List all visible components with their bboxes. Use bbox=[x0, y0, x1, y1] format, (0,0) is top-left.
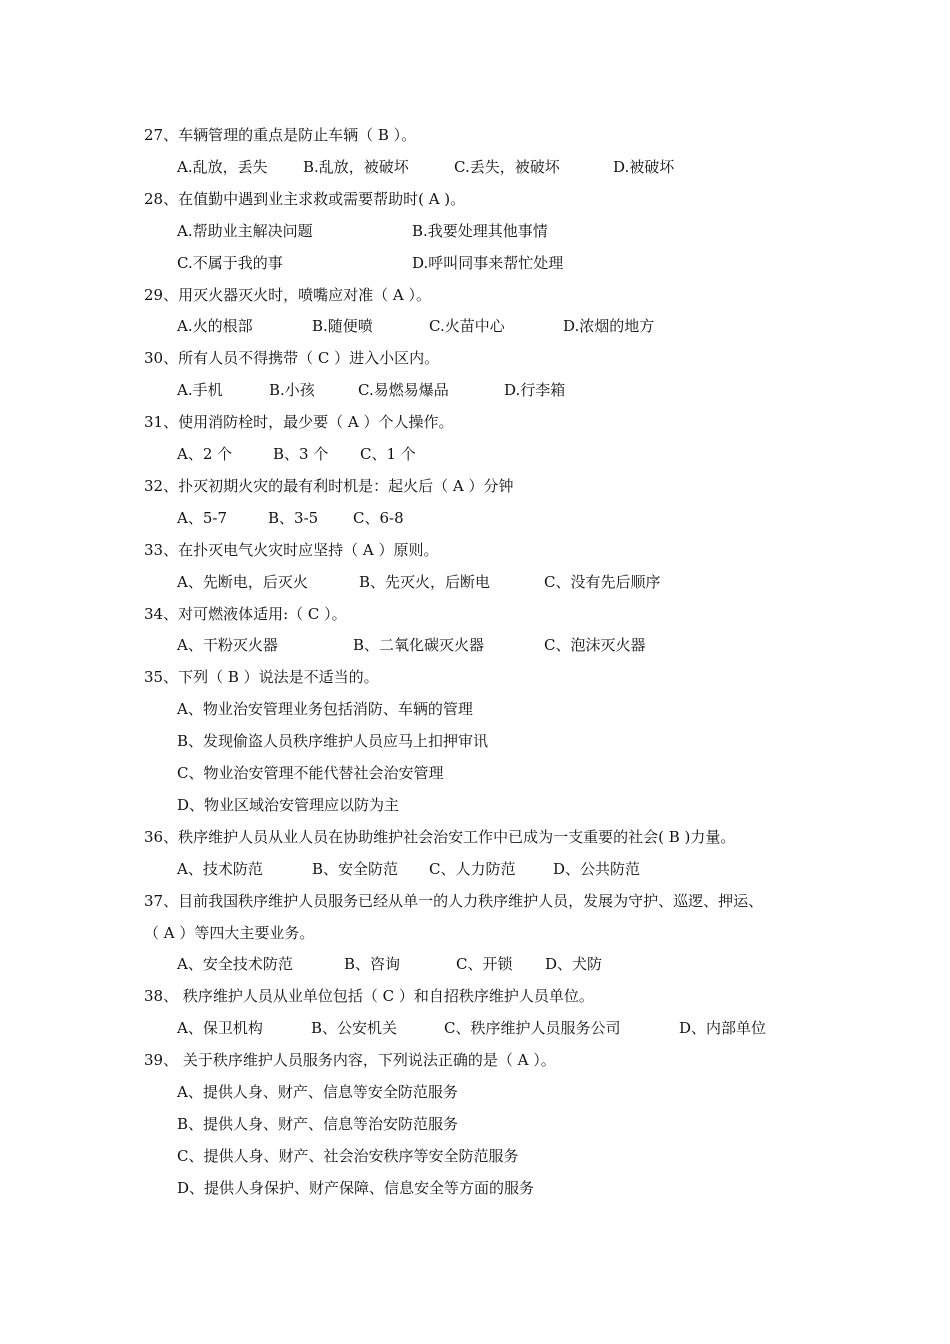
option-28-a: A.帮助业主解决问题 bbox=[177, 221, 313, 240]
option-38-b: B、公安机关 bbox=[311, 1019, 398, 1038]
question-34-stem: 34、对可燃液体适用:（ C ）。 bbox=[144, 604, 347, 623]
option-37-d: D、犬防 bbox=[545, 955, 603, 974]
option-27-c: C.丢失，被破坏 bbox=[454, 157, 560, 176]
option-31-a: A、2 个 bbox=[177, 445, 233, 463]
option-28-b: B.我要处理其他事情 bbox=[412, 221, 548, 240]
option-27-a: A.乱放，丢失 bbox=[177, 157, 268, 176]
option-28-b: D.呼叫同事来帮忙处理 bbox=[412, 253, 564, 272]
option-35-a: A、物业治安管理业务包括消防、车辆的管理 bbox=[177, 700, 473, 719]
question-37-stem: 37、目前我国秩序维护人员服务已经从单一的人力秩序维护人员，发展为守护、巡逻、押运、 bbox=[144, 891, 764, 910]
option-29-c: C.火苗中心 bbox=[429, 317, 505, 336]
option-36-b: B、安全防范 bbox=[312, 859, 399, 878]
option-30-d: D.行李箱 bbox=[504, 381, 566, 400]
option-35-c: C、物业治安管理不能代替社会治安管理 bbox=[177, 764, 444, 782]
option-30-a: A.手机 bbox=[177, 381, 223, 400]
option-37-b: B、咨询 bbox=[344, 955, 401, 974]
option-29-a: A.火的根部 bbox=[177, 317, 253, 336]
option-36-a: A、技术防范 bbox=[177, 859, 263, 878]
option-36-d: D、公共防范 bbox=[553, 859, 641, 878]
question-30-stem: 30、所有人员不得携带（ C ）进入小区内。 bbox=[144, 349, 440, 368]
option-32-b: B、3-5 bbox=[268, 508, 319, 527]
option-38-a: A、保卫机构 bbox=[177, 1019, 263, 1038]
option-37-a: A、安全技术防范 bbox=[177, 955, 293, 974]
option-34-b: B、二氧化碳灭火器 bbox=[353, 636, 485, 655]
question-33-stem: 33、在扑灭电气火灾时应坚持（ A ）原则。 bbox=[144, 540, 439, 559]
option-32-c: C、6-8 bbox=[353, 508, 404, 527]
option-35-d: D、物业区域治安管理应以防为主 bbox=[177, 795, 400, 814]
option-33-b: B、先灭火，后断电 bbox=[359, 572, 491, 591]
option-30-b: B.小孩 bbox=[269, 381, 315, 400]
option-30-c: C.易燃易爆品 bbox=[358, 381, 449, 400]
option-27-b: B.乱放，被破坏 bbox=[303, 157, 409, 176]
question-28-stem: 28、在值勤中遇到业主求救或需要帮助时( A )。 bbox=[144, 189, 466, 208]
question-38-stem: 38、 秩序维护人员从业单位包括（ C ）和自招秩序维护人员单位。 bbox=[144, 987, 594, 1006]
question-32-stem: 32、扑灭初期火灾的最有利时机是：起火后（ A ）分钟 bbox=[144, 476, 514, 495]
option-28-a: C.不属于我的事 bbox=[177, 253, 283, 272]
question-36-stem: 36、秩序维护人员从业人员在协助维护社会治安工作中已成为一支重要的社会( B )力量。 bbox=[144, 827, 736, 846]
option-32-a: A、5-7 bbox=[177, 508, 227, 527]
question-31-stem: 31、使用消防栓时，最少要（ A ）个人操作。 bbox=[144, 413, 454, 432]
option-38-c: C、秩序维护人员服务公司 bbox=[444, 1019, 621, 1038]
question-35-stem: 35、下列（ B ）说法是不适当的。 bbox=[144, 668, 379, 687]
option-31-c: C、1 个 bbox=[360, 445, 416, 463]
option-27-d: D.被破坏 bbox=[613, 157, 675, 176]
question-37-stem-continued: （ A ）等四大主要业务。 bbox=[144, 923, 315, 942]
question-39-stem: 39、 关于秩序维护人员服务内容，下列说法正确的是（ A ）。 bbox=[144, 1051, 556, 1070]
option-34-a: A、干粉灭火器 bbox=[177, 636, 278, 655]
option-39-b: B、提供人身、财产、信息等治安防范服务 bbox=[177, 1114, 459, 1133]
option-31-b: B、3 个 bbox=[273, 445, 329, 463]
option-29-d: D.浓烟的地方 bbox=[563, 317, 655, 336]
question-29-stem: 29、用灭火器灭火时，喷嘴应对准（ A ）。 bbox=[144, 285, 431, 304]
option-33-c: C、没有先后顺序 bbox=[544, 572, 661, 591]
option-29-b: B.随便喷 bbox=[312, 317, 373, 336]
option-35-b: B、发现偷盗人员秩序维护人员应马上扣押审讯 bbox=[177, 732, 489, 751]
option-34-c: C、泡沫灭火器 bbox=[544, 636, 646, 655]
option-39-d: D、提供人身保护、财产保障、信息安全等方面的服务 bbox=[177, 1178, 535, 1197]
option-33-a: A、先断电，后灭火 bbox=[177, 572, 308, 591]
option-37-c: C、开锁 bbox=[456, 955, 513, 974]
option-39-c: C、提供人身、财产、社会治安秩序等安全防范服务 bbox=[177, 1146, 519, 1165]
option-36-c: C、人力防范 bbox=[429, 859, 516, 878]
option-39-a: A、提供人身、财产、信息等安全防范服务 bbox=[177, 1083, 458, 1101]
question-27-stem: 27、车辆管理的重点是防止车辆（ B ）。 bbox=[144, 126, 417, 144]
option-38-d: D、内部单位 bbox=[679, 1019, 767, 1038]
